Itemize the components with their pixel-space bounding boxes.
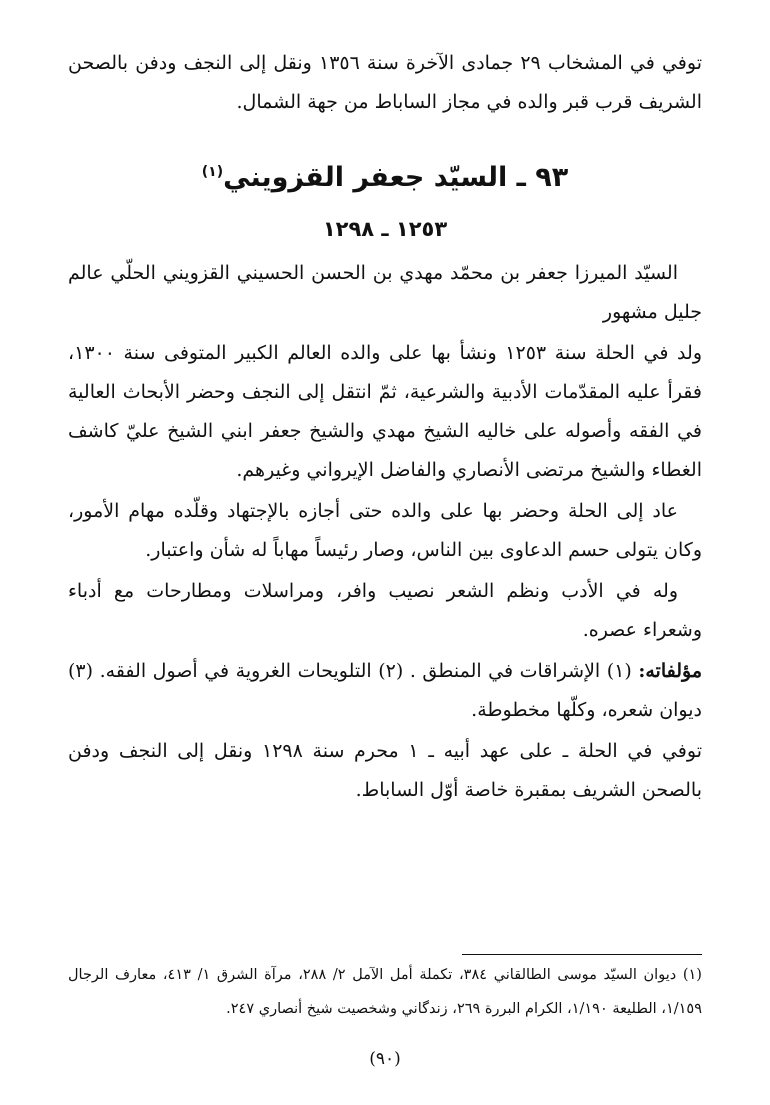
entry-body	[68, 254, 702, 812]
entry-paragraph-intro: السيّد الميرزا جعفر بن محمّد مهدي بن الحسن الحسيني القزويني الحلّي عالم جليل مشهور	[68, 262, 702, 323]
footnote-text: (١) ديوان السيّد موسى الطالقاني ٣٨٤، تكملة أمل الآمل ٢/ ٢٨٨، مرآة الشرق ١/ ٤١٣، معارف الرجال ١/١٥٩، الطليعة ١/١٩٠، الكرام البررة ٢٦٩، زندگاني وشخصيت شيخ أنصاري ٢٤٧.	[68, 967, 702, 1017]
entry-paragraph-works	[68, 652, 702, 730]
previous-entry-paragraph: توفي في المشخاب ٢٩ جمادى الآخرة سنة ١٣٥٦ ونقل إلى النجف ودفن بالصحن الشريف قرب قبر والده في مجاز الساباط من جهة الشمال.	[68, 52, 702, 113]
works-label: مؤلفاته:	[638, 660, 702, 682]
entry-heading	[68, 150, 702, 200]
entry-paragraph-literature: وله في الأدب ونظم الشعر نصيب وافر، ومراسلات ومطارحات مع أدباء وشعراء عصره.	[68, 580, 702, 641]
entry-title: ٩٣ ـ السيّد جعفر القزويني	[223, 162, 569, 193]
entry-paragraph-birth: ولد في الحلة سنة ١٢٥٣ ونشأ بها على والده العالم الكبير المتوفى سنة ١٣٠٠، فقرأ عليه المقدّمات الأدبية والشرعية، ثمّ انتقل إلى النجف وحضر الأبحاث العالية في الفقه وأصوله على خاليه الشيخ مهدي والشيخ جعفر ابني الشيخ عليّ كاشف الغطاء والشيخ مرتضى الأنصاري والفاضل الإيرواني وغيرهم.	[68, 342, 702, 481]
entry-dates: ١٢٥٣ ـ ١٢٩٨	[322, 217, 448, 241]
works-text: (١) الإشراقات في المنطق . (٢) التلويحات الغروية في أصول الفقه. (٣) ديوان شعره، وكلّها مخطوطة.	[68, 660, 702, 721]
page-number: (٩٠)	[369, 1049, 401, 1069]
footnote-marker: (١)	[201, 164, 224, 180]
entry-paragraph-death: توفي في الحلة ـ على عهد أبيه ـ ١ محرم سنة ١٢٩٨ ونقل إلى النجف ودفن بالصحن الشريف بمقبرة خاصة أوّل الساباط.	[68, 740, 702, 801]
previous-entry-ending	[68, 44, 702, 122]
footnote-divider	[462, 954, 702, 955]
entry-paragraph-return: عاد إلى الحلة وحضر بها على والده حتى أجازه بالإجتهاد وقلّده مهام الأمور، وكان يتولى حسم الدعاوى بين الناس، وصار رئيساً مهاباً له شأن واعتبار.	[68, 500, 702, 561]
